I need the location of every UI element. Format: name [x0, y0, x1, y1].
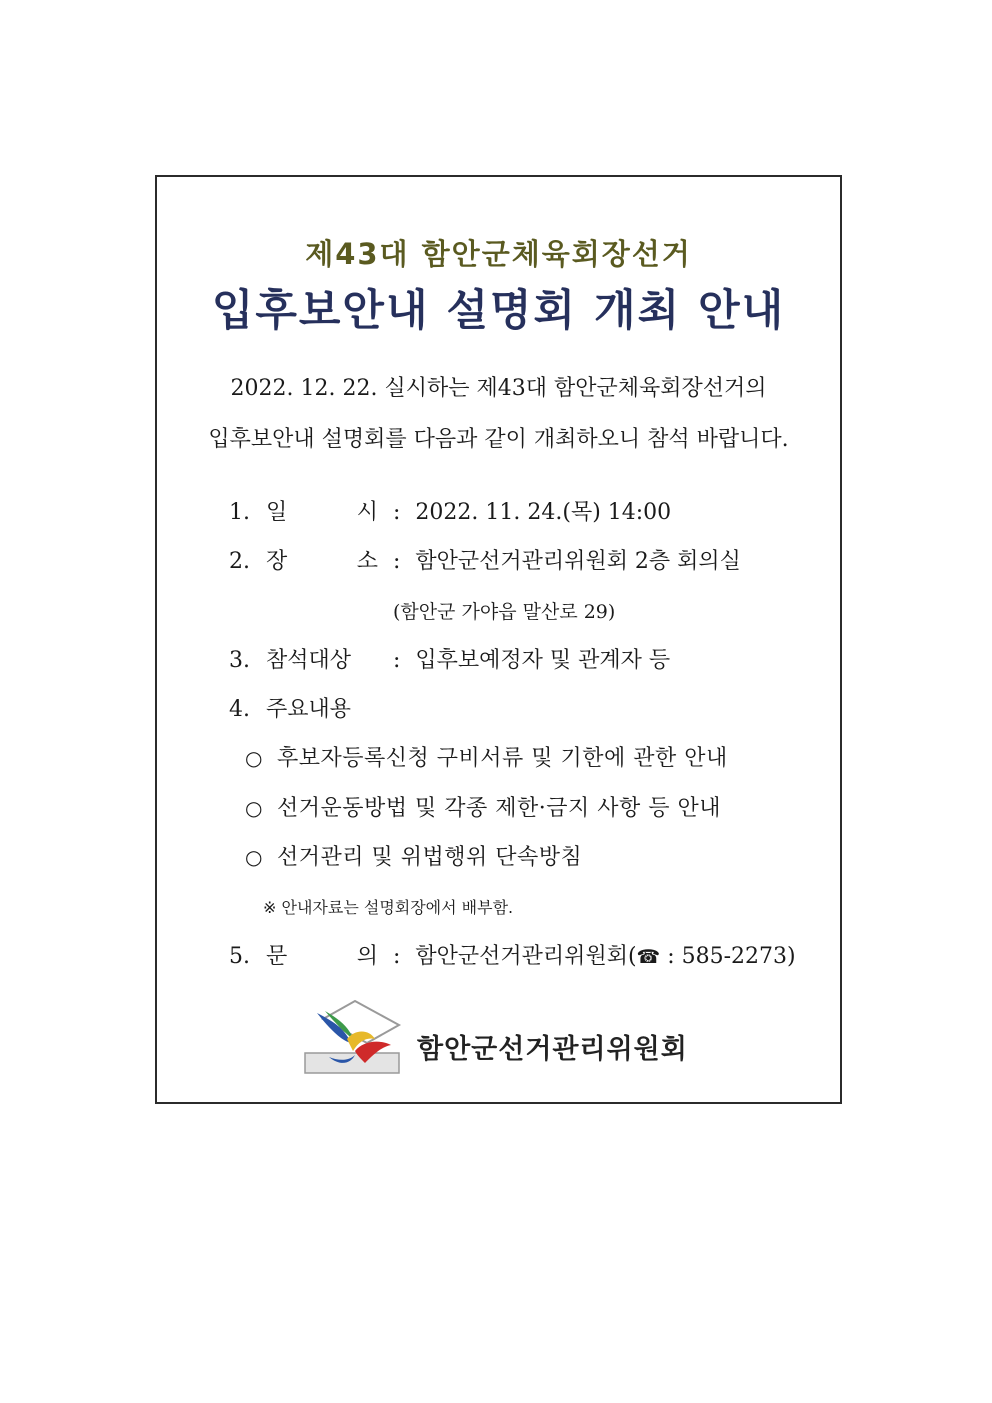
item-separator: :	[393, 500, 401, 525]
item-attendees	[229, 643, 670, 674]
item-value: 함안군선거관리위원회 2층 회의실	[415, 549, 741, 574]
label-char: 소	[356, 549, 378, 574]
item-separator: :	[393, 944, 401, 969]
label-char: 문	[266, 944, 288, 969]
election-commission-logo	[303, 999, 407, 1077]
bullet-circle-icon: ○	[245, 796, 263, 820]
item-number: 4.	[229, 697, 250, 722]
title-line1: 제43대 함안군체육회장선거	[305, 237, 692, 271]
bullet-circle-icon: ○	[245, 746, 263, 770]
bullet-text: 선거관리 및 위법행위 단속방침	[277, 845, 583, 870]
place-address: (함안군 가야읍 말산로 29)	[393, 601, 616, 623]
item-number: 2.	[229, 549, 250, 574]
item-separator: :	[393, 549, 401, 574]
item-number: 3.	[229, 648, 250, 673]
item-value: 2022. 11. 24.(목) 14:00	[415, 500, 672, 525]
item-separator: :	[393, 648, 401, 673]
item-value-suffix: : 585-2273)	[660, 944, 796, 969]
item-label	[266, 544, 378, 575]
intro-line1: 2022. 12. 22. 실시하는 제43대 함안군체육회장선거의	[230, 376, 767, 401]
item-value-prefix: 함안군선거관리위원회(	[415, 944, 637, 969]
notice-frame	[155, 175, 842, 1104]
list-item	[245, 791, 721, 822]
organization-name: 함안군선거관리위원회	[417, 1034, 688, 1065]
item-value: 입후보예정자 및 관계자 등	[415, 648, 671, 673]
list-item	[245, 741, 728, 772]
item-contents	[229, 692, 351, 723]
title-line2: 입후보안내 설명회 개최 안내	[211, 286, 786, 336]
item-label: 참석대상	[266, 648, 352, 673]
label-char: 시	[356, 500, 378, 525]
item-number: 5.	[229, 944, 250, 969]
label-char: 의	[356, 944, 378, 969]
item-number: 1.	[229, 500, 250, 525]
item-contact	[229, 939, 796, 970]
intro-line2: 입후보안내 설명회를 다음과 같이 개최하오니 참석 바랍니다.	[208, 427, 789, 452]
label-char: 일	[266, 500, 288, 525]
list-item	[245, 840, 582, 871]
bullet-text: 선거운동방법 및 각종 제한·금지 사항 등 안내	[277, 796, 721, 821]
bullet-text: 후보자등록신청 구비서류 및 기한에 관한 안내	[277, 746, 728, 771]
item-label	[266, 939, 378, 970]
item-label	[266, 495, 378, 526]
item-label: 주요내용	[266, 697, 352, 722]
bullet-circle-icon: ○	[245, 845, 263, 869]
label-char: 장	[266, 549, 288, 574]
note: ※ 안내자료는 설명회장에서 배부함.	[263, 898, 514, 917]
item-date	[229, 495, 671, 526]
item-place	[229, 544, 741, 575]
telephone-icon: ☎	[636, 946, 661, 968]
